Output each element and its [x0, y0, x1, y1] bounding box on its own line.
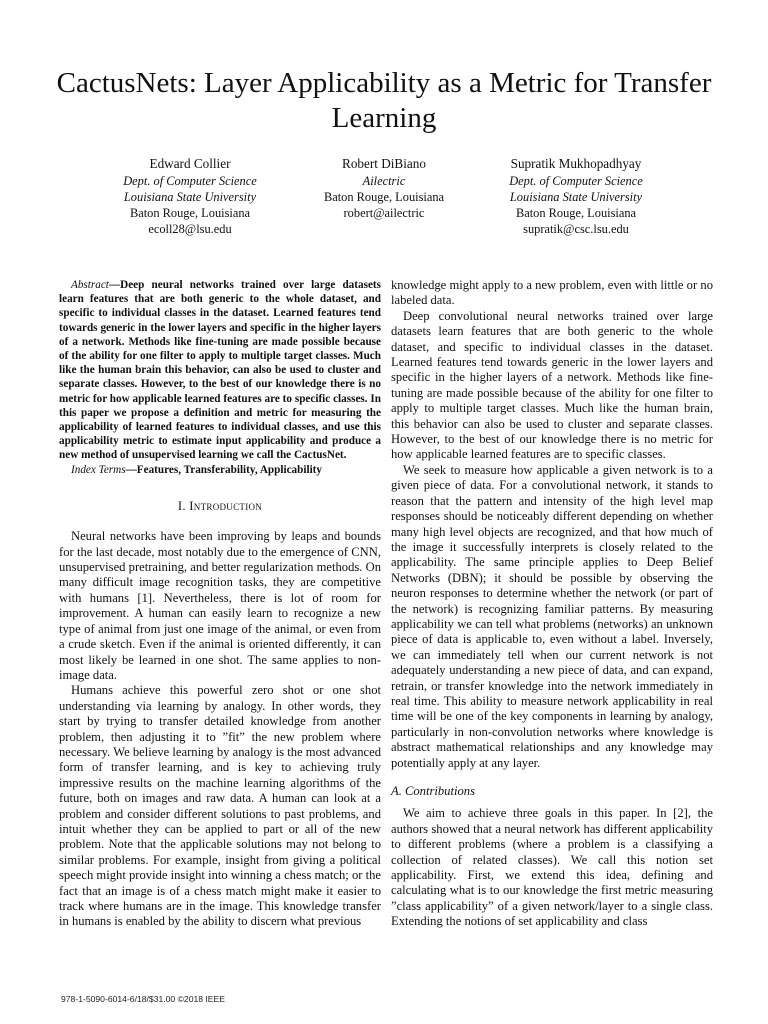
intro-paragraph-4: We seek to measure how applicable a given network is to a given piece of data. For a convolutional network, it stands to reason that the pattern and intensity of the high level map responses should be noticeably different depending on whether many high level objects are recognized, and that how much of the image it successfully interprets is closely related to the applicability. The same principle applies to Deep Belief Networks (DBN); it should be possible by observing the neuron responses to determine whether the network (or part of the network) is recognizing familiar patterns. By measuring applicability we can tell what problems (networks) an unknown piece of data is applicable to, even without a label. Inversely, we can immediately tell when our current network is not adequately understanding a new piece of data, and can expand, retrain, or transfer knowledge into the network immediately in real time. This ability to measure network applicability in real time will be one of the key components in learning by analogy, particularly in non-convolution networks where knowledge is abstract mathematical relationships and any knowledge may potentially apply at any layer.	[391, 462, 713, 770]
abstract-lead: Abstract	[71, 279, 109, 291]
author-block	[80, 156, 300, 237]
intro-paragraph-1: Neural networks have been improving by leaps and bounds for the last decade, most notably due to the emergence of CNN, unsupervised pretraining, and better regularization methods. On many difficult image recognition tasks, they are competitive with humans [1]. Nevertheless, there is lot of room for improvement. A human can easily learn to recognize a new type of animal from just one image of the animal, or even from a crude sketch. Even if the animal is oriented differently, it can most likely be learned in one shot. The same applies to non-image data.	[59, 529, 381, 682]
contributions-paragraph-1: We aim to achieve three goals in this paper. In [2], the authors showed that a neural network has different applicability to different problems (where a problem is a classifying a collection of related classes). We call this notion set applicability. First, we extend this idea, defining and calculating what is to our knowledge the first metric measuring ”class applicability” of a given network/layer to a single class. Extending the notions of set applicability and class	[391, 806, 713, 929]
index-terms	[59, 463, 381, 477]
intro-paragraph-2: Humans achieve this powerful zero shot or one shot understanding via learning by analogy. In other words, they start by trying to transfer detailed knowledge from another problem, then adjusting it to ”fit” the new problem where necessary. We believe learning by analogy is the most advanced form of transfer learning, and is key to achieving truly impressive results on the machine learning algorithms of the future, both on images and raw data. A human can look at a problem and consider different solutions to past problems, and intuit whether they can be applied to part or all of the new problem. Note that the applicable solutions may not belong to similar problems. For example, insight from giving a political speech might provide insight into winning a chess match; or the fact that an image is of a chess match might make it easier to track where humans are in the image. This knowledge transfer in humans is enabled by the ability to discern what previous	[59, 683, 381, 929]
paper-title: CactusNets: Layer Applicability as a Metric for Transfer Learning	[56, 67, 712, 134]
author-name: Supratik Mukhopadhyay	[510, 156, 642, 171]
author-name: Edward Collier	[149, 156, 231, 171]
author-location: Baton Rouge, Louisiana	[129, 206, 251, 220]
section-heading-introduction: I. Introduction	[177, 498, 263, 513]
author-block	[274, 156, 494, 221]
author-dept: Dept. of Computer Science	[509, 174, 643, 188]
author-email: robert@ailectric	[343, 206, 425, 220]
author-dept: Dept. of Computer Science	[123, 174, 257, 188]
author-location: Baton Rouge, Louisiana	[323, 190, 445, 204]
index-terms-text: —Features, Transferability, Applicability	[125, 463, 323, 476]
subsection-heading-contributions: A. Contributions	[391, 784, 475, 798]
right-column	[391, 278, 713, 930]
index-terms-lead: Index Terms	[71, 463, 126, 476]
intro-paragraph-3: Deep convolutional neural networks trained over large datasets learn features that are both generic to the whole dataset, and specific to individual classes in the dataset. Learned features tend towards generic in the lower layers and specific in the higher layers of a network. Methods like fine-tuning are made possible because of the ability for one filter to apply to multiple target classes. Much like the human brain, this behavior can also be used to cluster and separate classes. However, to the best of our knowledge there is no metric for how applicable learned features are to specific classes.	[391, 308, 713, 462]
author-email: supratik@csc.lsu.edu	[523, 222, 629, 236]
author-location: Baton Rouge, Louisiana	[515, 206, 637, 220]
author-name: Robert DiBiano	[342, 156, 426, 171]
author-block	[466, 156, 686, 237]
author-org: Louisiana State University	[509, 190, 643, 204]
intro-paragraph-2-continued: knowledge might apply to a new problem, even with little or no labeled data.	[391, 278, 713, 308]
copyright-footer: 978-1-5090-6014-6/18/$31.00 ©2018 IEEE	[61, 994, 226, 1004]
left-column	[59, 278, 381, 930]
abstract	[59, 278, 381, 463]
author-org: Louisiana State University	[123, 190, 257, 204]
author-email: ecoll28@lsu.edu	[148, 222, 232, 236]
abstract-text: —Deep neural networks trained over large datasets learn features that are both generic to the whole dataset, and specific to individual classes in the dataset. Learned features tend towards generic in the lower layers and specific in the higher layers of a network. Methods like fine-tuning are made possible because of the ability for one filter to apply to multiple target classes. Much like the human brain this behavior, can also be used to cluster and separate classes. However, to the best of our knowledge there is no metric for how applicable learned features are to specific classes. In this paper we propose a definition and metric for measuring the applicability of learned features to individual classes, and use this applicability metric to estimate input applicability and produce a new method of unsupervised learning we call the CactusNet.	[59, 279, 381, 462]
author-org: Ailectric	[362, 174, 406, 188]
